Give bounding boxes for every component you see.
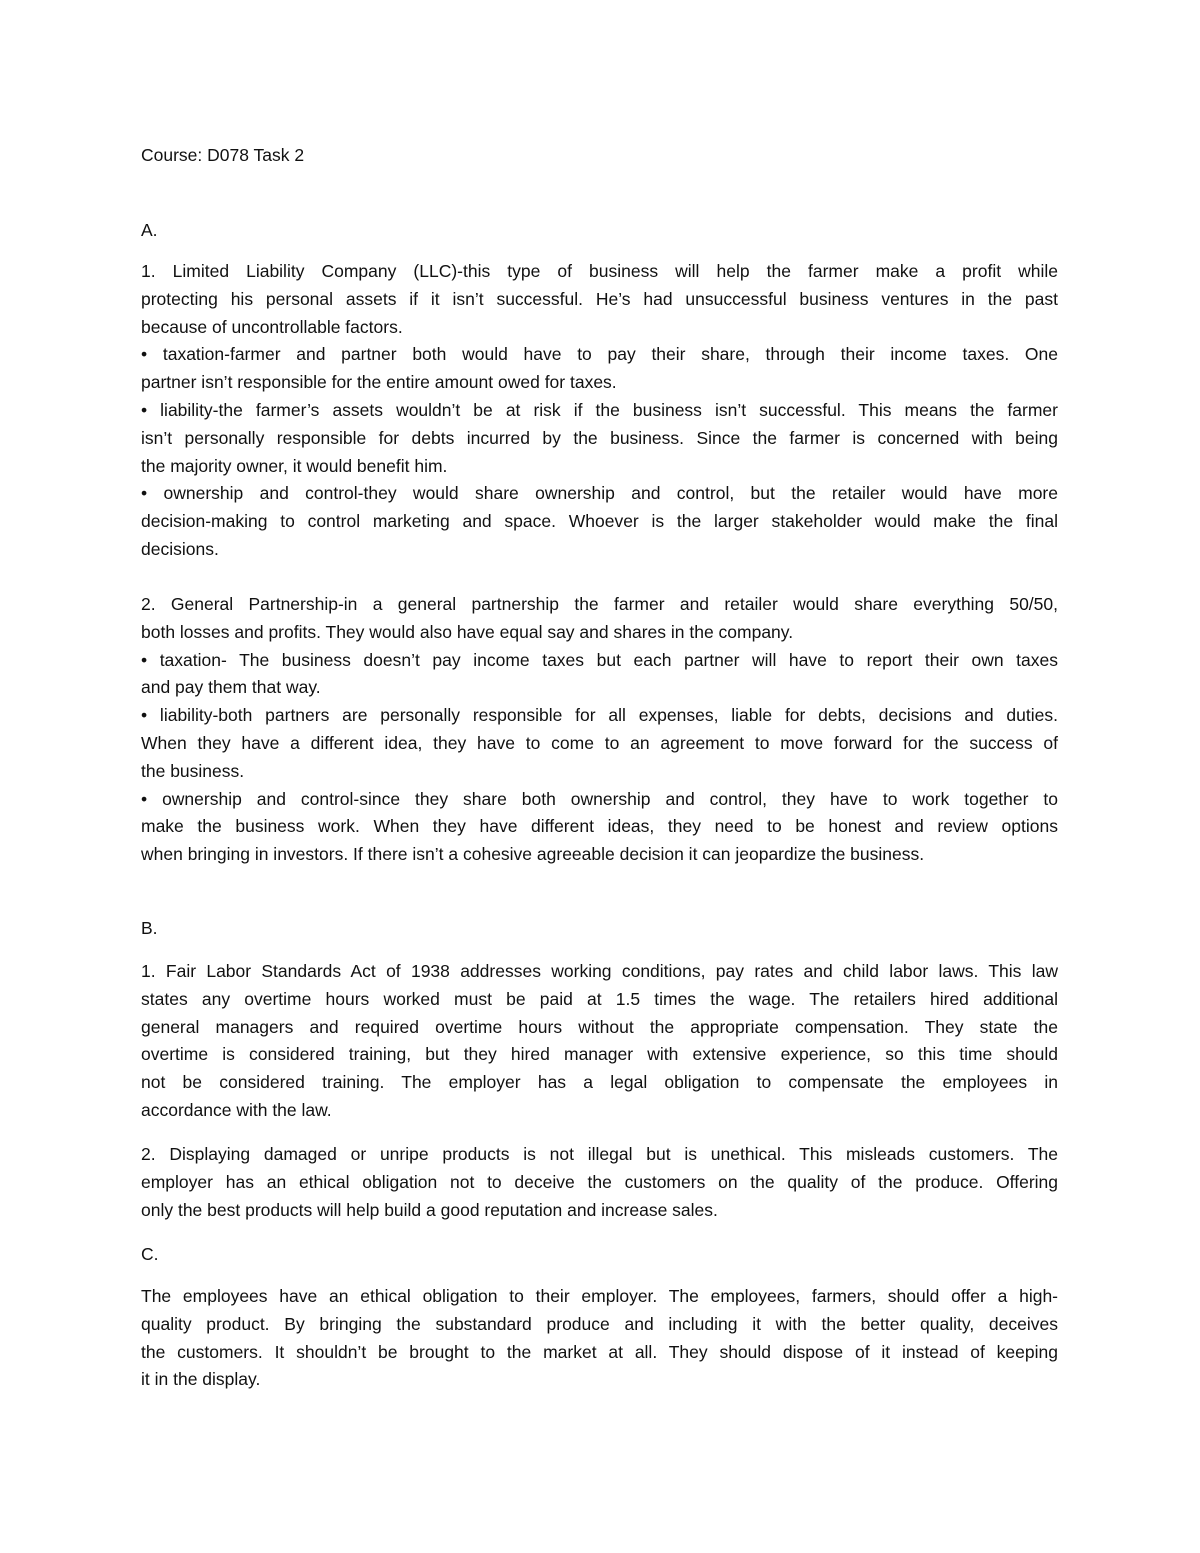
text-line: states any overtime hours worked must be paid at 1.5 times the wage. The retailers hired additional bbox=[141, 988, 1058, 1009]
text-line: general managers and required overtime hours without the appropriate compensation. They state the bbox=[141, 1016, 1058, 1037]
text-line: 2. Displaying damaged or unripe products is not illegal but is unethical. This misleads customers. The bbox=[141, 1144, 1058, 1164]
section-c-heading: C. bbox=[141, 1244, 159, 1264]
section-c-paragraph bbox=[141, 1283, 1058, 1394]
text-line: only the best products will help build a good reputation and increase sales. bbox=[141, 1199, 718, 1220]
text-line: make the business work. When they have different ideas, they need to be honest and review options bbox=[141, 816, 1058, 837]
text-line: • liability-the farmer’s assets wouldn’t be at risk if the business isn’t successful. This means the farmer bbox=[141, 399, 1058, 420]
text-line: • liability-both partners are personally responsible for all expenses, liable for debts, decisions and duties. bbox=[141, 705, 1058, 726]
text-line: When they have a different idea, they have to come to an agreement to move forward for the success of bbox=[141, 732, 1058, 753]
text-line: the customers. It shouldn’t be brought to the market at all. They should dispose of it instead of keeping bbox=[141, 1341, 1058, 1362]
text-line: both losses and profits. They would also have equal say and shares in the company. bbox=[141, 621, 794, 642]
text-line: it in the display. bbox=[141, 1369, 261, 1390]
text-line: isn’t personally responsible for debts incurred by the business. Since the farmer is concerned with being bbox=[141, 427, 1058, 448]
section-a-item-2 bbox=[141, 591, 1058, 869]
text-line: 1. Limited Liability Company (LLC)-this type of business will help the farmer make a profit while bbox=[141, 261, 1058, 281]
text-line: The employees have an ethical obligation to their employer. The employees, farmers, should offer a high- bbox=[141, 1286, 1058, 1306]
text-line: the business. bbox=[141, 760, 245, 781]
text-line: 1. Fair Labor Standards Act of 1938 addresses working conditions, pay rates and child labor laws. This law bbox=[141, 961, 1058, 981]
text-line: • taxation-farmer and partner both would have to pay their share, through their income taxes. One bbox=[141, 344, 1058, 365]
section-b-heading: B. bbox=[141, 918, 158, 938]
text-line: decision-making to control marketing and space. Whoever is the larger stakeholder would make the final bbox=[141, 511, 1058, 532]
text-line: decisions. bbox=[141, 538, 219, 559]
text-line: 2. General Partnership-in a general partnership the farmer and retailer would share everything 50/50, bbox=[141, 594, 1058, 614]
text-line: overtime is considered training, but they hired manager with extensive experience, so this time should bbox=[141, 1044, 1058, 1065]
text-line: • ownership and control-since they share both ownership and control, they have to work together to bbox=[141, 788, 1058, 809]
text-line: protecting his personal assets if it isn’t successful. He’s had unsuccessful business ventures in the past bbox=[141, 288, 1058, 309]
text-line: and pay them that way. bbox=[141, 677, 321, 698]
text-line: quality product. By bringing the substandard produce and including it with the better quality, deceives bbox=[141, 1313, 1058, 1334]
section-a-item-1 bbox=[141, 258, 1058, 564]
text-line: when bringing in investors. If there isn’t a cohesive agreeable decision it can jeopardize the business. bbox=[141, 844, 925, 865]
section-b-item-2 bbox=[141, 1141, 1058, 1224]
text-line: • ownership and control-they would share ownership and control, but the retailer would have more bbox=[141, 483, 1058, 504]
course-title: Course: D078 Task 2 bbox=[141, 145, 305, 165]
text-line: because of uncontrollable factors. bbox=[141, 316, 403, 337]
text-line: employer has an ethical obligation not to deceive the customers on the quality of the produce. Offering bbox=[141, 1171, 1058, 1192]
section-a-heading: A. bbox=[141, 220, 158, 240]
text-line: not be considered training. The employer has a legal obligation to compensate the employees in bbox=[141, 1072, 1058, 1093]
section-b-item-1 bbox=[141, 958, 1058, 1125]
text-line: accordance with the law. bbox=[141, 1099, 332, 1120]
text-line: the majority owner, it would benefit him. bbox=[141, 455, 448, 476]
text-line: partner isn’t responsible for the entire amount owed for taxes. bbox=[141, 372, 617, 393]
text-line: • taxation- The business doesn’t pay income taxes but each partner will have to report their own taxes bbox=[141, 649, 1058, 670]
